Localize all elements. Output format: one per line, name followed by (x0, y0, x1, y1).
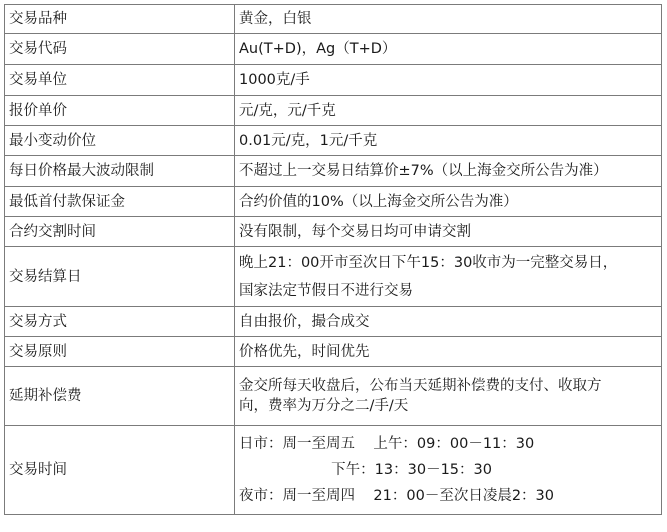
value-line: 晚上21：00开市至次日下午15：30收市为一完整交易日， (239, 254, 618, 271)
row-value (235, 307, 662, 337)
row-label: 交易品种 (5, 5, 235, 34)
value-line: 没有限制，每个交易日均可申请交割 (239, 223, 471, 240)
row-label: 交易时间 (5, 426, 235, 515)
table-row (5, 307, 662, 337)
value-line: 元/克，元/千克 (239, 102, 336, 119)
row-label: 报价单价 (5, 96, 235, 126)
table-row (5, 34, 662, 65)
row-label: 交易方式 (5, 307, 235, 337)
value-line: 金交所每天收盘后，公布当天延期补偿费的支付、收取方 (239, 378, 602, 394)
row-value (235, 34, 662, 65)
row-label: 每日价格最大波动限制 (5, 156, 235, 187)
table-row (5, 337, 662, 367)
table-row (5, 156, 662, 187)
table-row (5, 96, 662, 126)
row-value (235, 337, 662, 367)
value-line: 国家法定节假日不进行交易 (239, 282, 413, 299)
value-line: 夜市：周一至周四 21：00－至次日凌晨2：30 (239, 488, 555, 504)
value-line: 向，费率为万分之二/手/天 (239, 398, 409, 414)
value-line: 自由报价，撮合成交 (239, 313, 370, 330)
value-line: 合约价值的10%（以上海金交所公告为准） (239, 193, 518, 210)
table-row (5, 187, 662, 217)
row-value (235, 217, 662, 247)
row-value (235, 187, 662, 217)
value-line: 不超过上一交易日结算价±7%（以上海金交所公告为准） (239, 163, 608, 179)
table-row (5, 217, 662, 247)
row-label: 交易单位 (5, 65, 235, 96)
value-line: 0.01元/克，1元/千克 (239, 132, 378, 149)
value-line: Au(T+D)，Ag（T+D） (239, 41, 397, 57)
row-label: 最小变动价位 (5, 126, 235, 156)
row-value (235, 65, 662, 96)
row-value (235, 156, 662, 187)
trading-spec-table (4, 4, 662, 515)
row-label: 最低首付款保证金 (5, 187, 235, 217)
row-value (235, 426, 662, 515)
row-value (235, 247, 662, 307)
table-row (5, 247, 662, 307)
table-row (5, 65, 662, 96)
value-line: 日市：周一至周五 上午：09：00－11：30 (239, 436, 535, 452)
table-row (5, 367, 662, 426)
table-row (5, 426, 662, 515)
row-label: 交易结算日 (5, 247, 235, 307)
value-line: 1000克/手 (239, 72, 310, 88)
row-label: 交易原则 (5, 337, 235, 367)
row-value (235, 367, 662, 426)
value-line: 价格优先，时间优先 (239, 343, 370, 360)
value-line: 黄金，白银 (239, 11, 312, 27)
row-label: 交易代码 (5, 34, 235, 65)
row-label: 合约交割时间 (5, 217, 235, 247)
row-value (235, 96, 662, 126)
value-line: 下午：13：30－15：30 (239, 462, 492, 478)
table-row (5, 5, 662, 34)
row-label: 延期补偿费 (5, 367, 235, 426)
row-value (235, 126, 662, 156)
row-value (235, 5, 662, 34)
table-row (5, 126, 662, 156)
